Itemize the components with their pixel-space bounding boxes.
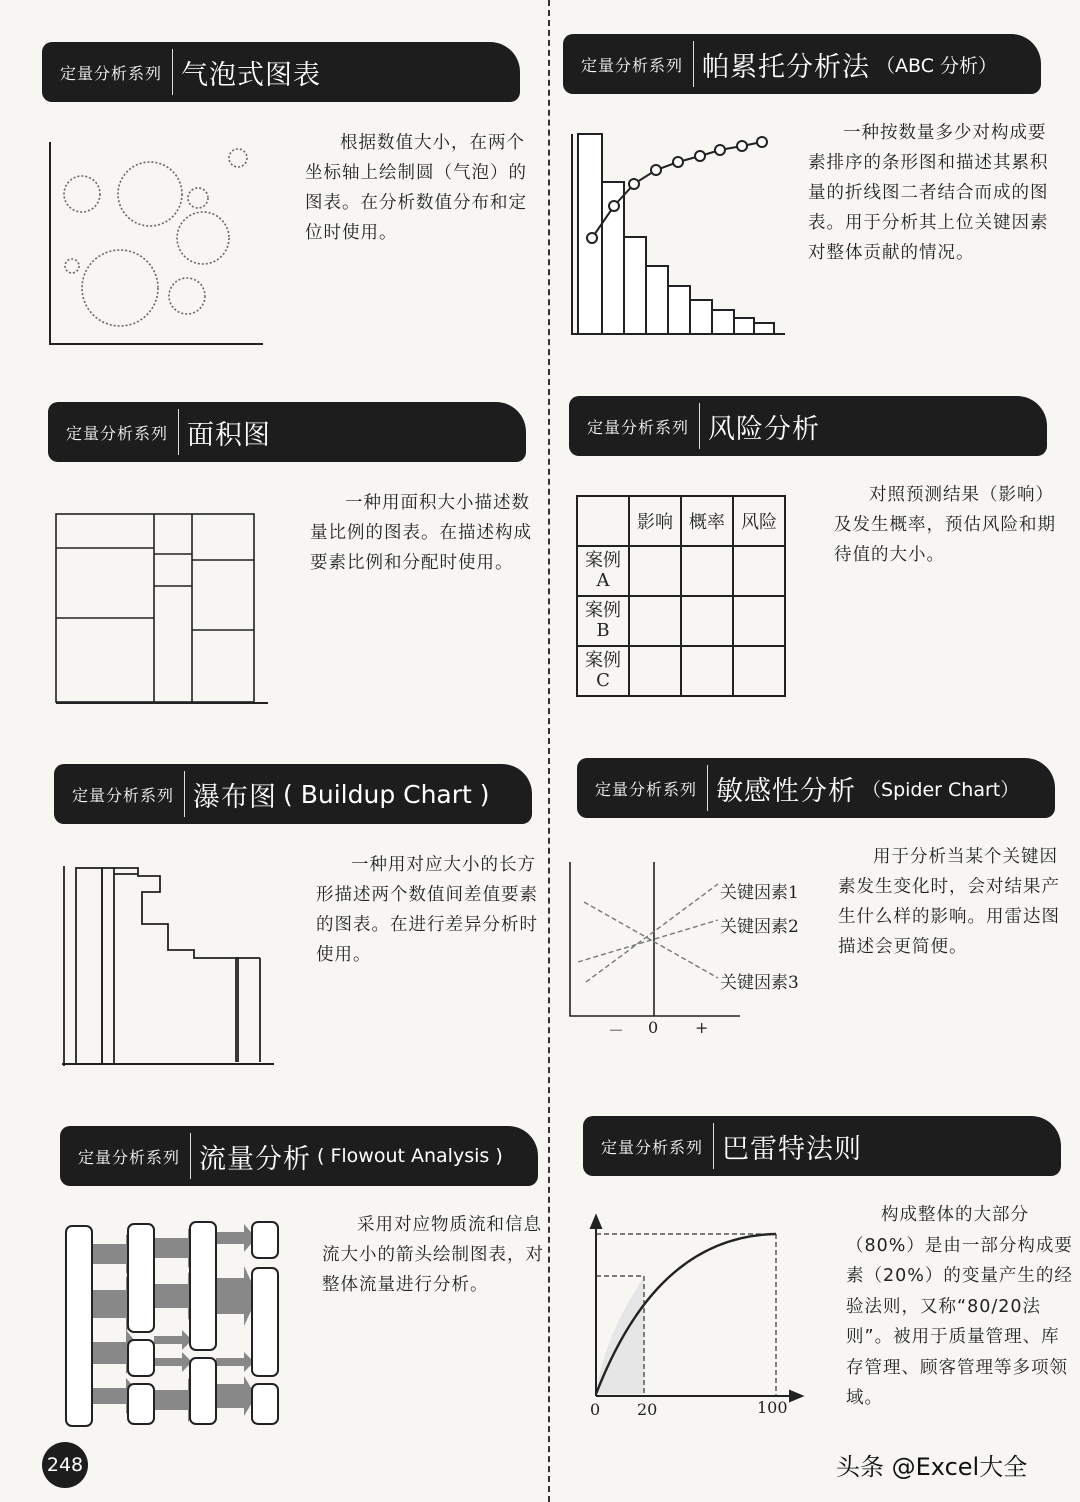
sensitivity-subtitle: （Spider Chart）: [862, 778, 1020, 801]
risk-title: 风险分析: [708, 413, 821, 445]
spider-factor-label: 关键因素3: [720, 973, 799, 993]
table-cell: [681, 646, 733, 696]
spider-tick: 0: [648, 1018, 659, 1037]
watermark: 头条 @Excel大全: [836, 1453, 1028, 1481]
pareto-law-illustration: [584, 1212, 806, 1402]
pareto-law-tick: 100: [757, 1398, 788, 1417]
table-cell: [681, 546, 733, 596]
table-cell: [681, 596, 733, 646]
pareto-chart-illustration: [570, 132, 790, 337]
waterfall-subtitle: ( Buildup Chart ): [283, 779, 490, 809]
pareto-law-desc: 构成整体的大部分（80%）是由一部分构成要素（20%）的变量产生的经验法则，又称“80/20法则”。被用于质量管理、库存管理、顾客管理等多项领域。: [846, 1205, 1073, 1408]
pareto-title: 帕累托分析法: [702, 51, 871, 83]
sensitivity-desc: 用于分析当某个关键因素发生变化时，会对结果产生什么样的影响。用雷达图描述会更简便。: [838, 847, 1060, 957]
pareto-law-tick: 0: [590, 1400, 601, 1419]
series-label: 定量分析系列: [78, 1147, 181, 1167]
waterfall-header: [54, 764, 532, 824]
row-header: 案例 C: [577, 646, 629, 696]
pareto-law-tick: 20: [637, 1400, 658, 1419]
area-chart-illustration: [54, 510, 270, 705]
pareto-desc: 一种按数量多少对构成要素排序的条形图和描述其累积量的折线图二者结合而成的图表。用于分析其上位关键因素对整体贡献的情况。: [808, 123, 1049, 263]
sensitivity-header: [577, 758, 1055, 818]
spider-tick: +: [695, 1018, 709, 1037]
table-cell: [629, 596, 681, 646]
flow-subtitle: ( Flowout Analysis ): [317, 1145, 503, 1167]
area-header: [48, 402, 526, 462]
table-row: [577, 596, 785, 646]
waterfall-chart-illustration: [60, 866, 276, 1070]
series-label: 定量分析系列: [595, 779, 698, 799]
row-header: 案例 B: [577, 596, 629, 646]
flow-desc: 采用对应物质流和信息流大小的箭头绘制图表，对整体流量进行分析。: [322, 1215, 544, 1295]
table-row: [577, 646, 785, 696]
area-desc: 一种用面积大小描述数量比例的图表。在描述构成要素比例和分配时使用。: [310, 493, 532, 573]
flow-header: [60, 1126, 538, 1186]
table-cell: [733, 646, 785, 696]
row-header: 案例 A: [577, 546, 629, 596]
column-header: 影响: [629, 496, 681, 546]
series-label: 定量分析系列: [60, 63, 163, 83]
spider-factor-label: 关键因素1: [720, 883, 799, 903]
sensitivity-title: 敏感性分析: [716, 775, 857, 807]
waterfall-desc: 一种用对应大小的长方形描述两个数值间差值要素的图表。在进行差异分析时使用。: [316, 855, 538, 965]
flow-chart-illustration: [62, 1218, 284, 1430]
spider-tick: －: [608, 1021, 625, 1040]
column-header: 概率: [681, 496, 733, 546]
series-label: 定量分析系列: [601, 1137, 704, 1157]
risk-header: [569, 396, 1047, 456]
pareto-subtitle: （ABC 分析）: [876, 54, 998, 77]
table-cell: [733, 546, 785, 596]
table-cell: [733, 596, 785, 646]
table-row: [577, 546, 785, 596]
bubble-chart-illustration: [48, 140, 268, 350]
table-row: [577, 496, 785, 546]
series-label: 定量分析系列: [72, 785, 175, 805]
bubble-header: [42, 42, 520, 102]
risk-matrix: [576, 495, 786, 697]
series-label: 定量分析系列: [66, 423, 169, 443]
series-label: 定量分析系列: [581, 55, 684, 75]
flow-title: 流量分析: [199, 1143, 312, 1175]
bubble-desc: 根据数值大小，在两个坐标轴上绘制圆（气泡）的图表。在分析数值分布和定位时使用。: [305, 133, 527, 243]
bubble-title: 气泡式图表: [181, 59, 322, 91]
pareto-law-header: [583, 1116, 1061, 1176]
column-header: 风险: [733, 496, 785, 546]
table-cell: [577, 496, 629, 546]
waterfall-title: 瀑布图: [193, 781, 278, 813]
table-cell: [629, 646, 681, 696]
spider-factor-label: 关键因素2: [720, 917, 799, 937]
pareto-law-title: 巴雷特法则: [722, 1133, 863, 1165]
page-number: 248: [42, 1442, 88, 1488]
table-cell: [629, 546, 681, 596]
series-label: 定量分析系列: [587, 417, 690, 437]
pareto-header: [563, 34, 1041, 94]
risk-desc: 对照预测结果（影响）及发生概率，预估风险和期待值的大小。: [834, 485, 1056, 565]
area-title: 面积图: [187, 419, 272, 451]
